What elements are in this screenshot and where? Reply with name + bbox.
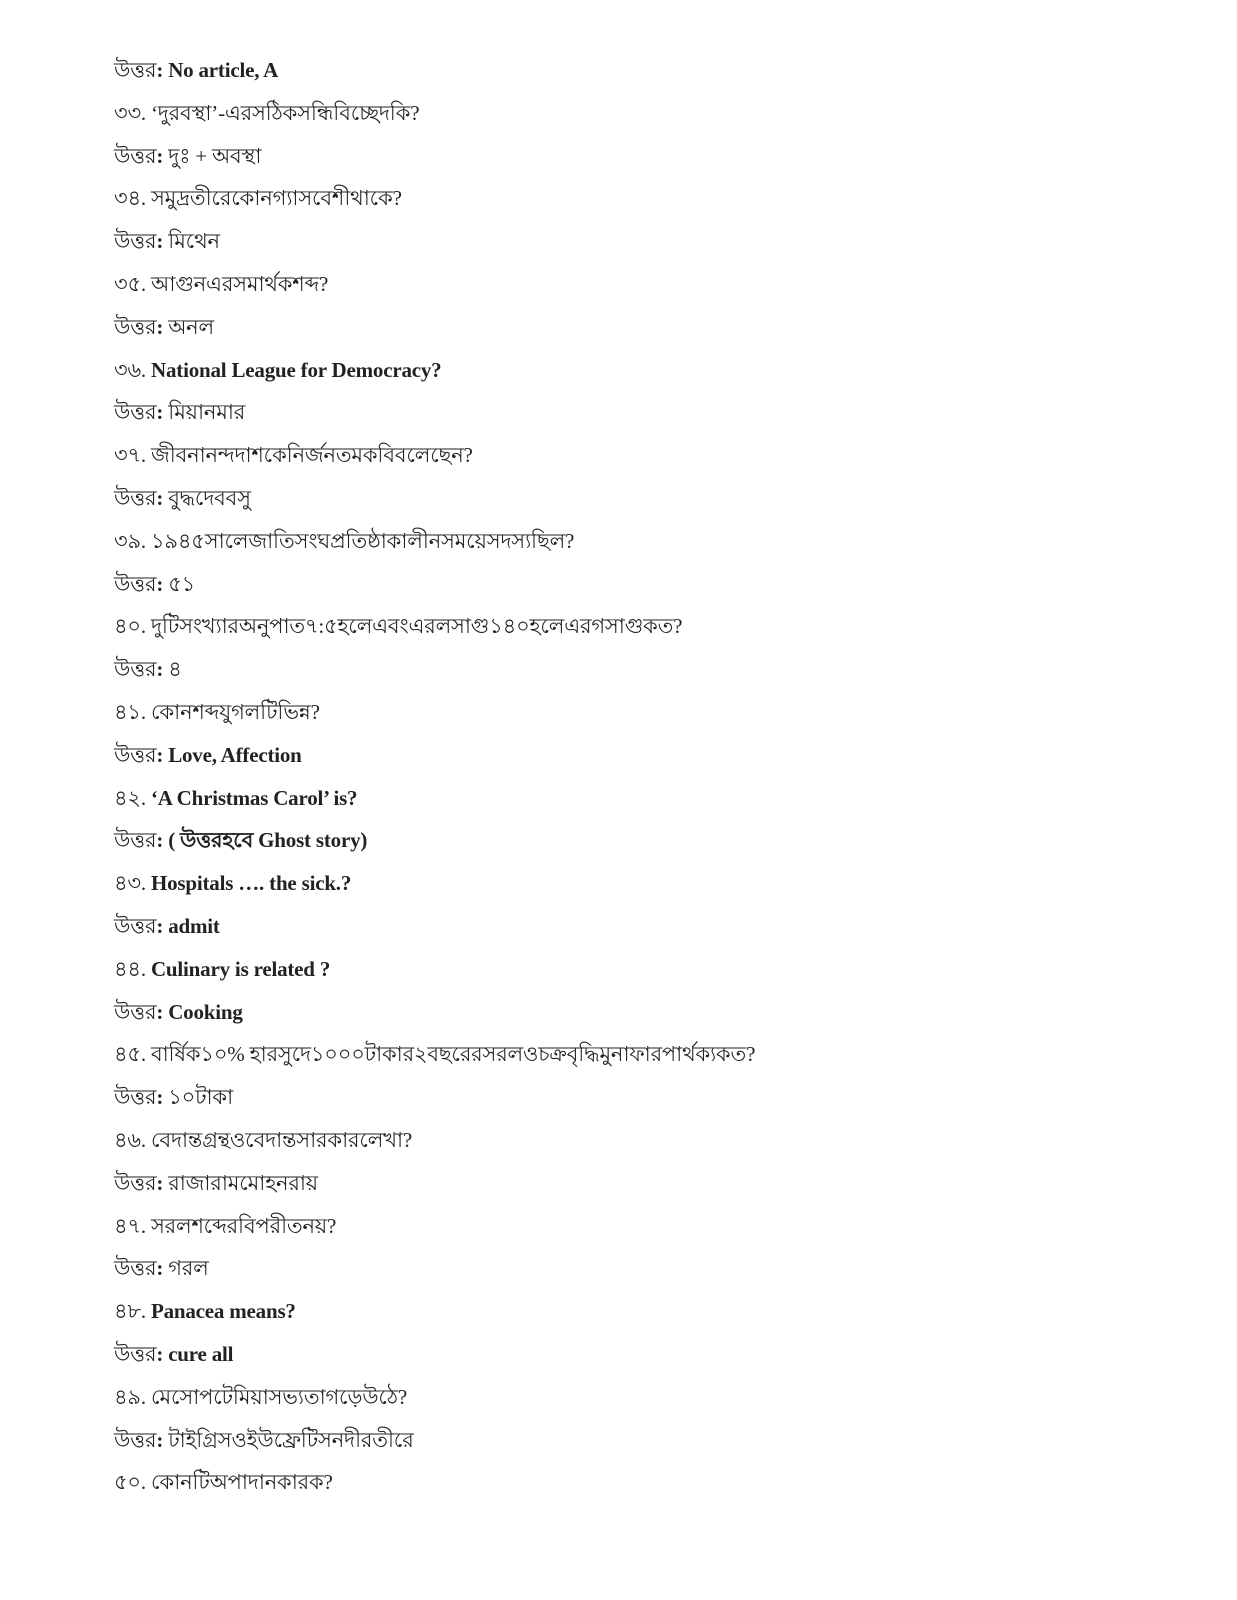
answer-text: টাইগ্রিসওইউফ্রেটিসনদীরতীরে [168,1427,414,1452]
answer-text: দুঃ + অবস্থা [168,143,262,168]
question-number: ৪৪. [114,956,151,981]
question-line [114,356,441,384]
question-number: ৪৫. [114,1042,151,1067]
answer-label: উত্তর [114,571,157,596]
question-text: ১৯৪৫সালেজাতিসংঘপ্রতিষ্ঠাকালীনসময়েসদস্যছিল? [150,528,575,553]
question-text: বেদান্তগ্রন্থওবেদান্তসারকারলেখা? [150,1128,413,1152]
answer-line [114,998,243,1026]
answer-line [114,826,367,854]
answer-line [114,1426,414,1454]
answer-text: ( উত্তরহবে Ghost story) [168,828,368,853]
answer-colon: : [156,58,169,82]
question-text: ‘A Christmas Carol’ is? [150,785,358,810]
answer-text: অনল [168,314,214,339]
question-line [114,270,328,298]
answer-text: ৫১ [168,571,196,596]
answer-label: উত্তর [114,1256,157,1281]
answer-text: No article, A [168,58,279,82]
answer-text: admit [168,914,220,938]
answer-line [114,313,214,341]
question-line [114,955,330,983]
answer-line [114,56,278,84]
answer-label: উত্তর [114,400,157,425]
question-line [114,612,682,640]
answer-line [114,1169,318,1197]
answer-colon: : [156,314,169,339]
answer-colon: : [156,914,169,938]
answer-label: উত্তর [114,143,157,168]
question-line [114,1468,333,1496]
question-text: Culinary is related ? [150,956,331,981]
answer-line [114,912,220,940]
answer-text: ৪ [168,657,182,682]
question-number: ৩৪. [114,186,151,211]
answer-label: উত্তর [114,314,157,339]
answer-label: উত্তর [114,1342,157,1366]
answer-label: উত্তর [114,486,157,510]
question-line [114,1212,336,1240]
question-number: ৩৫. [114,272,151,296]
question-number: ৪৬. [114,1128,151,1152]
answer-colon: : [156,657,169,682]
question-number: ৩৯. [114,528,151,553]
answer-line [114,1340,233,1368]
answer-label: উত্তর [114,229,157,254]
question-number: ৩৭. [114,443,152,468]
answer-colon: : [156,400,169,425]
question-text: ‘দুরবস্থা’-এরসঠিকসন্ধিবিচ্ছেদকি? [151,100,420,125]
answer-colon: : [156,828,169,853]
answer-line [114,655,182,683]
question-text: সমুদ্রতীরেকোনগ্যাসবেশীথাকে? [150,186,402,211]
question-text: আগুনএরসমার্থকশব্দ? [150,272,329,296]
answer-line [114,142,261,170]
answer-colon: : [156,571,169,596]
answer-label: উত্তর [114,914,157,938]
question-text: কোনটিঅপাদানকারক? [150,1470,333,1495]
question-line [114,1383,407,1411]
answer-text: Cooking [168,999,243,1024]
question-text: National League for Democracy? [151,357,442,382]
answer-label: উত্তর [114,657,157,682]
question-number: ৫০. [114,1470,151,1495]
answer-text: গরল [168,1256,209,1281]
question-line [114,184,402,212]
answer-label: উত্তর [114,1085,157,1110]
answer-line [114,570,195,598]
question-number: ৪১. [114,700,151,724]
question-line [114,99,419,127]
question-number: ৩৬. [114,357,152,382]
answer-label: উত্তর [114,828,157,853]
answer-label: উত্তর [114,742,157,767]
answer-label: উত্তর [114,1427,157,1452]
question-number: ৪০. [114,614,151,639]
answer-text: ১০টাকা [168,1085,233,1110]
question-line [114,1126,412,1154]
question-line [114,698,320,726]
question-number: ৪৩. [114,871,151,896]
answer-line [114,227,220,255]
answer-text: রাজারামমোহনরায় [168,1170,318,1195]
answer-line [114,741,302,769]
question-text: Panacea means? [150,1299,296,1324]
question-text: জীবনানন্দদাশকেনির্জনতমকবিবলেছেন? [151,443,473,468]
answer-line [114,484,251,512]
question-text: মেসোপটেমিয়াসভ্যতাগড়েউঠে? [150,1384,408,1409]
question-text: বার্ষিক১০% হারসুদে১০০০টাকার২বছরেরসরলওচক্রবৃদ্ধিমুনাফারপার্থক্যকত? [150,1042,756,1067]
answer-text: cure all [168,1342,234,1366]
question-text: কোনশব্দযুগলটিভিন্ন? [150,700,320,724]
question-line [114,784,357,812]
question-number: ৪৯. [114,1384,151,1409]
answer-colon: : [156,1427,169,1452]
question-line [114,527,574,555]
answer-text: মিয়ানমার [168,400,246,425]
answer-label: উত্তর [114,1170,157,1195]
answer-colon: : [156,999,169,1024]
answer-colon: : [156,486,169,510]
question-line [114,441,473,469]
answer-label: উত্তর [114,999,157,1024]
answer-text: Love, Affection [168,742,302,767]
question-number: ৪৭. [114,1213,151,1238]
question-number: ৪৮. [114,1299,151,1324]
answer-colon: : [156,1085,169,1110]
answer-label: উত্তর [114,58,157,82]
question-number: ৪২. [114,785,151,810]
answer-colon: : [156,742,169,767]
answer-colon: : [156,1170,169,1195]
question-text: সরলশব্দেরবিপরীতনয়? [150,1213,337,1238]
answer-line [114,1083,233,1111]
answer-colon: : [156,143,169,168]
answer-line [114,1254,209,1282]
question-line [114,869,351,897]
question-number: ৩৩. [114,100,152,125]
answer-line [114,398,245,426]
answer-colon: : [156,1342,169,1366]
question-line [114,1297,296,1325]
answer-text: বুদ্ধদেববসু [168,486,251,510]
answer-text: মিথেন [168,229,220,254]
answer-colon: : [156,229,169,254]
answer-colon: : [156,1256,169,1281]
question-text: Hospitals …. the sick.? [150,871,352,896]
question-text: দুটিসংখ্যারঅনুপাত৭:৫হলেএবংএরলসাগু১৪০হলেএরগসাগুকত? [150,614,683,639]
question-line [114,1040,755,1068]
